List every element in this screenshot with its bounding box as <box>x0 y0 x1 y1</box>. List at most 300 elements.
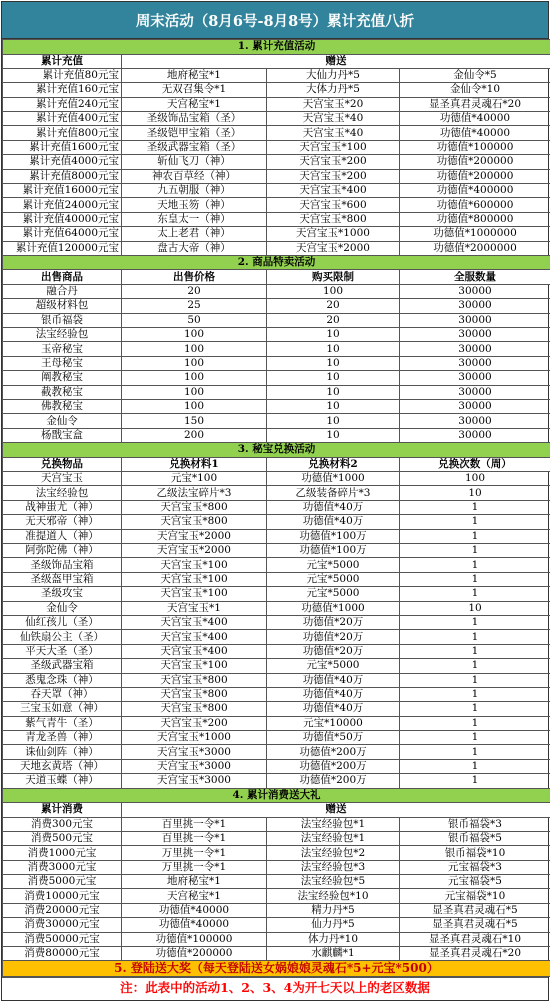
table-cell: 佛教秘宝 <box>3 399 122 413</box>
section-title: 2. 商品特卖活动 <box>3 255 550 270</box>
table-cell: 天宫宝玉*600 <box>267 198 400 212</box>
table-cell: 金仙令 <box>3 414 122 428</box>
login-reward-title: 5. 登陆送大奖（每天登陆送女娲娘娘灵魂石*5+元宝*500） <box>3 961 550 977</box>
table-cell: 百里挑一令*1 <box>122 817 267 831</box>
table-cell: 30000 <box>400 299 550 313</box>
column-header-row <box>3 270 550 284</box>
table-cell: 功德值*600000 <box>400 198 550 212</box>
table-cell: 100 <box>400 472 550 486</box>
table-cell: 100 <box>122 371 267 385</box>
table-cell: 20 <box>122 284 267 298</box>
table-cell: 吞天罩（神） <box>3 687 122 701</box>
table-cell: 战神蚩尤（神） <box>3 500 122 514</box>
table-row <box>3 889 550 903</box>
table-cell: 斩仙飞刀（神） <box>122 155 267 169</box>
table-cell: 累计充值40000元宝 <box>3 212 122 226</box>
table-cell: 大体力丹*5 <box>267 83 400 97</box>
table-cell: 10 <box>400 601 550 615</box>
table-cell: 法宝经验包 <box>3 486 122 500</box>
column-header-row <box>3 54 550 68</box>
table-cell: 天宫宝玉*200 <box>267 169 400 183</box>
table-cell: 天宫宝玉 <box>3 472 122 486</box>
table-cell: 50 <box>122 313 267 327</box>
table-cell: 天宫宝玉*2000 <box>122 529 267 543</box>
table-cell: 天地玄黄塔（神） <box>3 759 122 773</box>
table-cell: 天宫宝玉*400 <box>267 184 400 198</box>
table-cell: 功德值*40万 <box>267 702 400 716</box>
table-cell: 10 <box>267 328 400 342</box>
table-cell: 1 <box>400 702 550 716</box>
table-cell: 消费10000元宝 <box>3 889 122 903</box>
table-cell: 万里挑一令*1 <box>122 846 267 860</box>
table-row <box>3 342 550 356</box>
table-row <box>3 918 550 932</box>
table-cell: 功德值*40000 <box>122 918 267 932</box>
table-cell: 功德值*1000 <box>267 601 400 615</box>
table-row <box>3 759 550 773</box>
table-cell: 天宫宝玉*800 <box>122 687 267 701</box>
table-cell: 阐教秘宝 <box>3 371 122 385</box>
table-cell: 元宝*5000 <box>267 587 400 601</box>
login-reward-row <box>3 961 550 977</box>
table-cell: 天宫秘宝*1 <box>122 97 267 111</box>
table-row <box>3 860 550 874</box>
table-cell: 诛仙剑阵（神） <box>3 745 122 759</box>
table-cell: 功德值*20万 <box>267 615 400 629</box>
table-cell: 100 <box>122 385 267 399</box>
table-cell: 天宫宝玉*800 <box>267 212 400 226</box>
table-cell: 1 <box>400 529 550 543</box>
table-cell: 1 <box>400 572 550 586</box>
table-cell: 10 <box>267 342 400 356</box>
table-row <box>3 846 550 860</box>
table-cell: 20 <box>267 299 400 313</box>
table-cell: 10 <box>267 385 400 399</box>
table-cell: 神农百草经（神） <box>122 169 267 183</box>
column-header: 赠送 <box>122 803 550 817</box>
table-cell: 30000 <box>400 399 550 413</box>
table-cell: 金仙令*10 <box>400 83 550 97</box>
column-header: 兑换材料1 <box>122 457 267 471</box>
table-cell: 功德值*40000 <box>122 903 267 917</box>
table-cell: 九五朝服（神） <box>122 184 267 198</box>
table-cell: 元宝*5000 <box>267 572 400 586</box>
table-row <box>3 601 550 615</box>
section-header <box>3 443 550 458</box>
table-cell: 无天邪帝（神） <box>3 515 122 529</box>
table-cell: 地府秘宝*1 <box>122 68 267 82</box>
table-cell: 100 <box>122 399 267 413</box>
table-cell: 天宫宝玉*1000 <box>267 227 400 241</box>
table-row <box>3 140 550 154</box>
table-cell: 元宝*100 <box>122 472 267 486</box>
table-cell: 功德值*50万 <box>267 731 400 745</box>
table-cell: 盘古大帝（神） <box>122 241 267 255</box>
column-header: 兑换物品 <box>3 457 122 471</box>
table-cell: 天宫宝玉*100 <box>267 140 400 154</box>
column-header: 出售价格 <box>122 270 267 284</box>
table-row <box>3 745 550 759</box>
table-cell: 王母秘宝 <box>3 356 122 370</box>
table-cell: 截教秘宝 <box>3 385 122 399</box>
table-cell: 法宝经验包*2 <box>267 846 400 860</box>
section-header <box>3 255 550 270</box>
table-cell: 天宫宝玉*1000 <box>122 731 267 745</box>
table-cell: 150 <box>122 414 267 428</box>
table-cell: 1 <box>400 759 550 773</box>
table-row <box>3 169 550 183</box>
table-cell: 功德值*200万 <box>267 759 400 773</box>
table-cell: 功德值*1000 <box>267 472 400 486</box>
table-cell: 消费1000元宝 <box>3 846 122 860</box>
table-cell: 东皇太一（神） <box>122 212 267 226</box>
table-cell: 1 <box>400 587 550 601</box>
table-row <box>3 903 550 917</box>
table-cell: 功德值*20万 <box>267 630 400 644</box>
table-cell: 累计充值240元宝 <box>3 97 122 111</box>
table-cell: 30000 <box>400 414 550 428</box>
table-cell: 元宝*5000 <box>267 558 400 572</box>
table-cell: 融合丹 <box>3 284 122 298</box>
table-cell: 30000 <box>400 371 550 385</box>
table-cell: 圣级攻宝 <box>3 587 122 601</box>
table-cell: 30000 <box>400 385 550 399</box>
table-row <box>3 428 550 442</box>
table-cell: 20 <box>267 313 400 327</box>
table-cell: 功德值*2000000 <box>400 241 550 255</box>
table-cell: 天道玉蝶（神） <box>3 774 122 788</box>
table-cell: 100 <box>122 356 267 370</box>
column-header: 出售商品 <box>3 270 122 284</box>
table-cell: 天宫宝玉*100 <box>122 659 267 673</box>
table-row <box>3 385 550 399</box>
table-row <box>3 500 550 514</box>
table-cell: 大仙力丹*5 <box>267 68 400 82</box>
table-cell: 地府秘宝*1 <box>122 875 267 889</box>
table-cell: 10 <box>267 371 400 385</box>
table-row <box>3 328 550 342</box>
table-row <box>3 112 550 126</box>
table-row <box>3 356 550 370</box>
table-row <box>3 68 550 82</box>
table-cell: 法宝经验包*1 <box>267 831 400 845</box>
table-cell: 元宝福袋*5 <box>400 875 550 889</box>
table-cell: 紫气青牛（圣） <box>3 716 122 730</box>
table-row <box>3 817 550 831</box>
table-cell: 显圣真君灵魂石*5 <box>400 918 550 932</box>
table-cell: 精力丹*5 <box>267 903 400 917</box>
activity-table <box>2 39 550 977</box>
table-row <box>3 659 550 673</box>
table-cell: 圣级武器宝箱 <box>3 659 122 673</box>
table-cell: 30000 <box>400 428 550 442</box>
table-cell: 乙级法宝碎片*3 <box>122 486 267 500</box>
table-row <box>3 831 550 845</box>
table-cell: 仙红孩儿（圣） <box>3 615 122 629</box>
table-row <box>3 558 550 572</box>
table-cell: 25 <box>122 299 267 313</box>
table-cell: 功德值*20万 <box>267 644 400 658</box>
table-cell: 消费80000元宝 <box>3 947 122 961</box>
table-cell: 功德值*40万 <box>267 673 400 687</box>
table-cell: 10 <box>400 486 550 500</box>
table-cell: 1 <box>400 659 550 673</box>
table-cell: 天宫宝玉*800 <box>122 673 267 687</box>
table-cell: 悉鬼念珠（神） <box>3 673 122 687</box>
table-cell: 功德值*400000 <box>400 184 550 198</box>
table-cell: 天宫宝玉*100 <box>122 558 267 572</box>
table-cell: 消费3000元宝 <box>3 860 122 874</box>
table-row <box>3 702 550 716</box>
table-cell: 圣级盔甲宝箱 <box>3 572 122 586</box>
section-header <box>3 788 550 803</box>
table-cell: 显圣真君灵魂石*20 <box>400 97 550 111</box>
table-row <box>3 486 550 500</box>
table-cell: 功德值*40万 <box>267 500 400 514</box>
table-cell: 功德值*200000 <box>400 169 550 183</box>
table-row <box>3 687 550 701</box>
table-row <box>3 716 550 730</box>
table-row <box>3 227 550 241</box>
table-cell: 体力丹*10 <box>267 932 400 946</box>
table-cell: 累计充值1600元宝 <box>3 140 122 154</box>
table-cell: 累计充值4000元宝 <box>3 155 122 169</box>
table-cell: 杨戬宝盒 <box>3 428 122 442</box>
column-header-row <box>3 803 550 817</box>
table-row <box>3 615 550 629</box>
table-row <box>3 947 550 961</box>
table-cell: 功德值*100000 <box>122 932 267 946</box>
page-title: 周末活动（8月6号-8月8号）累计充值八折 <box>2 2 548 39</box>
table-row <box>3 529 550 543</box>
section-title: 4. 累计消费送大礼 <box>3 788 550 803</box>
table-cell: 200 <box>122 428 267 442</box>
table-cell: 准提道人（神） <box>3 529 122 543</box>
table-cell: 元宝福袋*3 <box>400 860 550 874</box>
column-header: 兑换材料2 <box>267 457 400 471</box>
table-cell: 功德值*800000 <box>400 212 550 226</box>
table-cell: 显圣真君灵魂石*10 <box>400 932 550 946</box>
table-cell: 天宫宝玉*800 <box>122 500 267 514</box>
table-cell: 100 <box>267 284 400 298</box>
table-cell: 阿弥陀佛（神） <box>3 544 122 558</box>
table-cell: 100 <box>122 328 267 342</box>
table-row <box>3 155 550 169</box>
table-cell: 法宝经验包*10 <box>267 889 400 903</box>
table-cell: 超级材料包 <box>3 299 122 313</box>
table-cell: 消费20000元宝 <box>3 903 122 917</box>
activity-sheet <box>1 1 549 1001</box>
table-row <box>3 198 550 212</box>
table-cell: 圣级武器宝箱（圣） <box>122 140 267 154</box>
table-cell: 1 <box>400 745 550 759</box>
table-cell: 天宫宝玉*100 <box>122 587 267 601</box>
table-row <box>3 184 550 198</box>
table-cell: 金仙令*5 <box>400 68 550 82</box>
table-cell: 功德值*200万 <box>267 774 400 788</box>
footnote: 注：此表中的活动1、2、3、4为开七天以上的老区数据 <box>2 977 548 996</box>
table-row <box>3 875 550 889</box>
table-cell: 圣级饰品宝箱 <box>3 558 122 572</box>
table-cell: 元宝*10000 <box>267 716 400 730</box>
table-cell: 功德值*200万 <box>267 745 400 759</box>
table-cell: 10 <box>267 414 400 428</box>
column-header: 累计消费 <box>3 803 122 817</box>
table-cell: 三宝玉如意（神） <box>3 702 122 716</box>
table-cell: 10 <box>267 399 400 413</box>
table-cell: 金仙令 <box>3 601 122 615</box>
table-cell: 天地玉笏（神） <box>122 198 267 212</box>
table-cell: 太上老君（神） <box>122 227 267 241</box>
table-cell: 仙力丹*5 <box>267 918 400 932</box>
table-row <box>3 630 550 644</box>
table-cell: 法宝经验包 <box>3 328 122 342</box>
table-cell: 30000 <box>400 284 550 298</box>
table-cell: 玉帝秘宝 <box>3 342 122 356</box>
table-cell: 青龙圣兽（神） <box>3 731 122 745</box>
table-cell: 累计充值800元宝 <box>3 126 122 140</box>
table-row <box>3 414 550 428</box>
table-cell: 银币福袋*3 <box>400 817 550 831</box>
table-cell: 功德值*40000 <box>400 112 550 126</box>
table-row <box>3 313 550 327</box>
table-cell: 天宫宝玉*2000 <box>122 544 267 558</box>
table-cell: 功德值*40000 <box>400 126 550 140</box>
table-cell: 天宫宝玉*200 <box>122 716 267 730</box>
table-cell: 功德值*200000 <box>122 947 267 961</box>
table-row <box>3 587 550 601</box>
table-cell: 万里挑一令*1 <box>122 860 267 874</box>
table-row <box>3 83 550 97</box>
table-row <box>3 97 550 111</box>
table-cell: 消费5000元宝 <box>3 875 122 889</box>
table-row <box>3 241 550 255</box>
table-cell: 乙级装备碎片*3 <box>267 486 400 500</box>
table-cell: 平天大圣（圣） <box>3 644 122 658</box>
table-cell: 累计充值24000元宝 <box>3 198 122 212</box>
table-cell: 天宫宝玉*3000 <box>122 774 267 788</box>
table-cell: 天宫宝玉*20 <box>267 97 400 111</box>
table-cell: 1 <box>400 716 550 730</box>
table-cell: 天宫宝玉*2000 <box>267 241 400 255</box>
table-cell: 元宝福袋*10 <box>400 889 550 903</box>
table-cell: 元宝*5000 <box>267 659 400 673</box>
table-cell: 天宫宝玉*100 <box>122 572 267 586</box>
table-cell: 100 <box>122 342 267 356</box>
table-cell: 10 <box>267 428 400 442</box>
table-cell: 天宫宝玉*40 <box>267 126 400 140</box>
table-cell: 功德值*100000 <box>400 140 550 154</box>
table-cell: 1 <box>400 687 550 701</box>
table-cell: 1 <box>400 544 550 558</box>
table-cell: 天宫宝玉*3000 <box>122 759 267 773</box>
table-cell: 累计充值160元宝 <box>3 83 122 97</box>
table-row <box>3 515 550 529</box>
table-cell: 天宫宝玉*40 <box>267 112 400 126</box>
table-row <box>3 774 550 788</box>
table-cell: 消费50000元宝 <box>3 932 122 946</box>
table-cell: 法宝经验包*1 <box>267 817 400 831</box>
table-cell: 1 <box>400 500 550 514</box>
table-cell: 30000 <box>400 313 550 327</box>
table-cell: 法宝经验包*3 <box>267 860 400 874</box>
table-cell: 百里挑一令*1 <box>122 831 267 845</box>
table-cell: 30000 <box>400 328 550 342</box>
table-cell: 消费500元宝 <box>3 831 122 845</box>
table-cell: 仙铁扇公主（圣） <box>3 630 122 644</box>
table-cell: 功德值*100万 <box>267 529 400 543</box>
table-row <box>3 399 550 413</box>
section-title: 3. 秘宝兑换活动 <box>3 443 550 458</box>
column-header: 累计充值 <box>3 54 122 68</box>
table-cell: 天宫宝玉*1 <box>122 601 267 615</box>
table-cell: 累计充值120000元宝 <box>3 241 122 255</box>
table-row <box>3 932 550 946</box>
column-header: 购买限制 <box>267 270 400 284</box>
table-cell: 天宫宝玉*400 <box>122 615 267 629</box>
table-row <box>3 572 550 586</box>
column-header: 全服数量 <box>400 270 550 284</box>
table-row <box>3 299 550 313</box>
column-header-row <box>3 457 550 471</box>
table-cell: 1 <box>400 630 550 644</box>
table-cell: 天宫宝玉*200 <box>267 155 400 169</box>
table-row <box>3 472 550 486</box>
table-row <box>3 126 550 140</box>
table-cell: 累计充值16000元宝 <box>3 184 122 198</box>
table-cell: 30000 <box>400 356 550 370</box>
table-cell: 功德值*40万 <box>267 687 400 701</box>
table-row <box>3 673 550 687</box>
table-cell: 银币福袋*5 <box>400 831 550 845</box>
table-cell: 天宫宝玉*800 <box>122 702 267 716</box>
table-cell: 1 <box>400 558 550 572</box>
table-row <box>3 212 550 226</box>
table-cell: 银币福袋*10 <box>400 846 550 860</box>
table-cell: 水麒麟*1 <box>267 947 400 961</box>
table-cell: 圣级饰品宝箱（圣） <box>122 112 267 126</box>
table-cell: 1 <box>400 731 550 745</box>
table-cell: 法宝经验包*5 <box>267 875 400 889</box>
table-cell: 天宫宝玉*800 <box>122 515 267 529</box>
section-header <box>3 40 550 55</box>
column-header: 兑换次数（周） <box>400 457 550 471</box>
table-cell: 天宫宝玉*3000 <box>122 745 267 759</box>
table-row <box>3 731 550 745</box>
table-cell: 功德值*200000 <box>400 155 550 169</box>
table-cell: 1 <box>400 774 550 788</box>
table-cell: 显圣真君灵魂石*5 <box>400 903 550 917</box>
table-row <box>3 544 550 558</box>
table-cell: 累计充值64000元宝 <box>3 227 122 241</box>
table-cell: 功德值*40万 <box>267 515 400 529</box>
table-cell: 无双召集令*1 <box>122 83 267 97</box>
column-header: 赠送 <box>122 54 550 68</box>
table-cell: 银币福袋 <box>3 313 122 327</box>
table-cell: 累计充值80元宝 <box>3 68 122 82</box>
table-cell: 天宫宝玉*400 <box>122 630 267 644</box>
table-cell: 1 <box>400 615 550 629</box>
table-cell: 功德值*1000000 <box>400 227 550 241</box>
table-cell: 圣级铠甲宝箱（圣） <box>122 126 267 140</box>
table-cell: 累计充值400元宝 <box>3 112 122 126</box>
table-cell: 天宫宝玉*400 <box>122 644 267 658</box>
table-row <box>3 644 550 658</box>
table-cell: 消费30000元宝 <box>3 918 122 932</box>
table-cell: 显圣真君灵魂石*20 <box>400 947 550 961</box>
section-title: 1. 累计充值活动 <box>3 40 550 55</box>
table-row <box>3 371 550 385</box>
